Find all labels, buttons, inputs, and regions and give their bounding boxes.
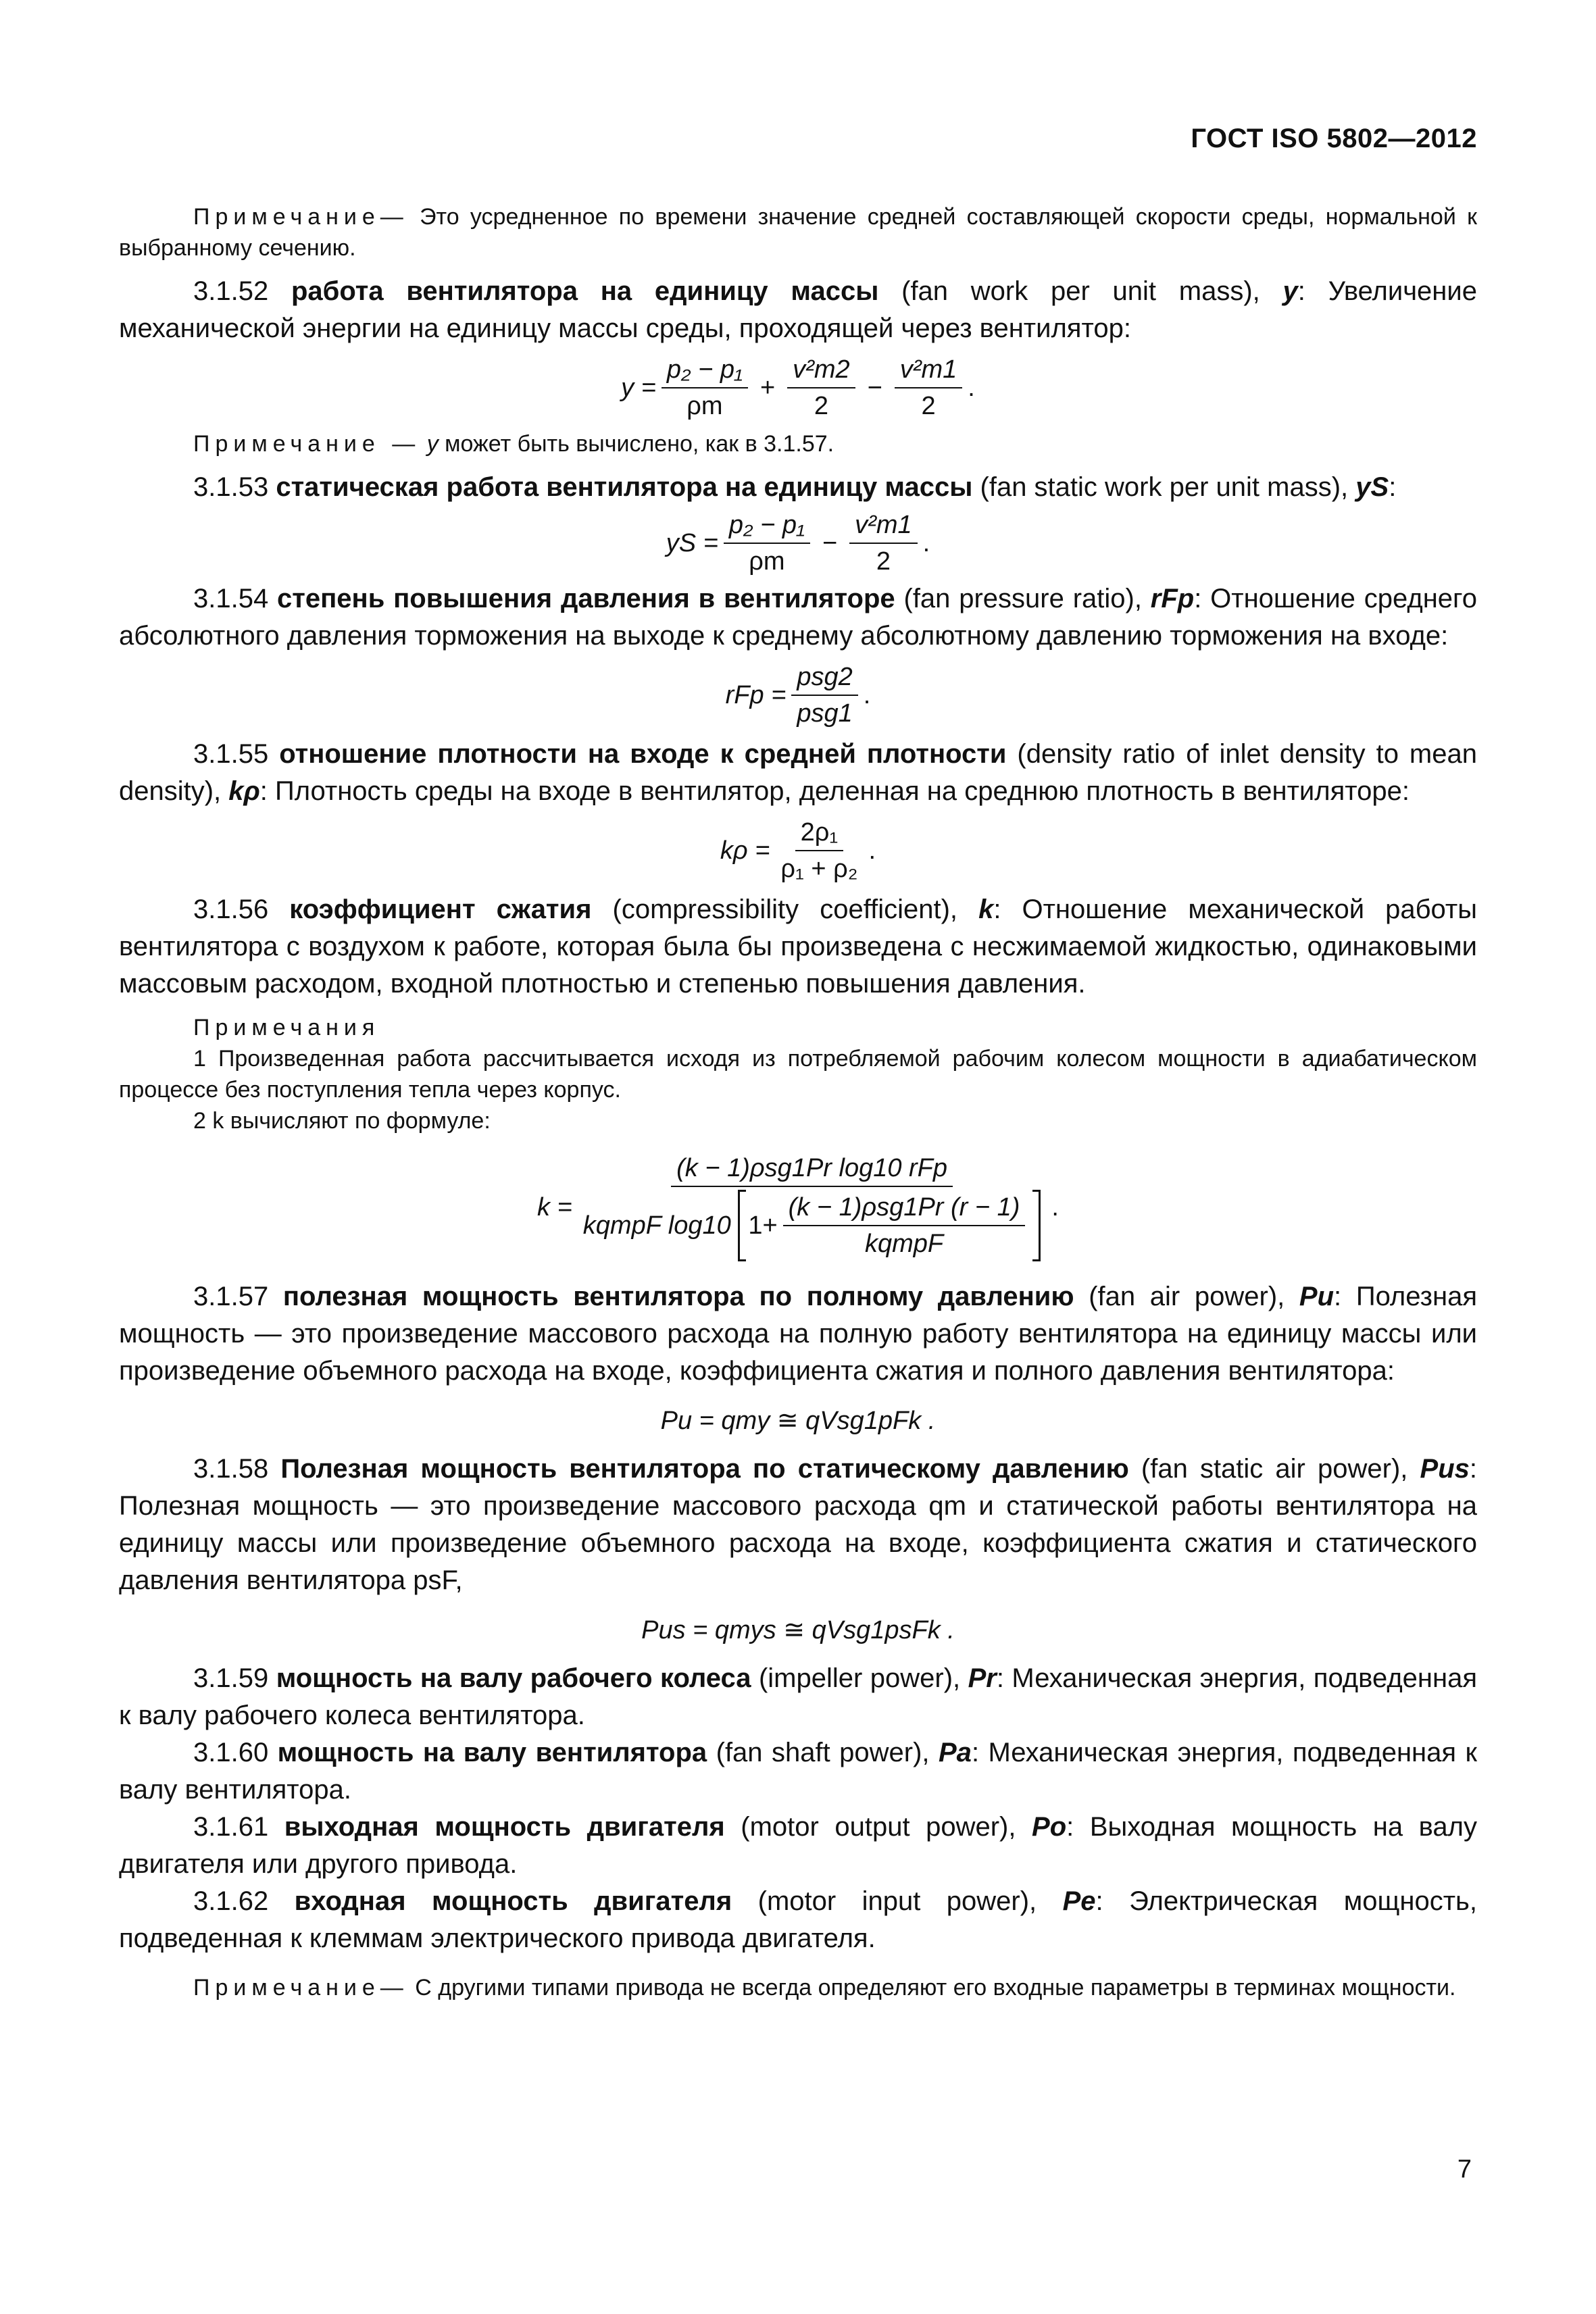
term-symbol: Po	[1032, 1812, 1067, 1842]
term-number: 3.1.54	[193, 584, 269, 613]
note-label: Примечание—	[193, 204, 409, 230]
term-definition: : Механическая энергия, подведенная к валу вентилятора.	[119, 1738, 1477, 1805]
term-number: 3.1.56	[193, 895, 269, 924]
denominator: ρm	[687, 392, 723, 420]
note-label: Примечание —	[193, 431, 421, 457]
term-number: 3.1.57	[193, 1282, 269, 1311]
term-english: (motor output power),	[741, 1812, 1016, 1842]
bracket-group	[738, 1190, 1041, 1261]
note-bottom	[119, 1972, 1477, 2003]
denominator: psg1	[797, 699, 853, 728]
formula-3-1-55: kρ = $\frac{\text{2ρ₁}}{\text{ρ₁ + ρ₂}}$ .	[720, 818, 876, 883]
term-definition: : Увеличение механической энергии на единицу массы среды, проходящей через вентилятор:	[119, 276, 1477, 343]
term-number: 3.1.62	[193, 1886, 269, 1916]
denominator: 2	[921, 392, 936, 420]
fraction	[775, 818, 863, 884]
denominator-left: kqmpF log10	[582, 1211, 731, 1240]
term-title: полезная мощность вентилятора по полному давлению	[282, 1282, 1074, 1311]
term-3-1-58	[119, 1451, 1477, 1599]
term-symbol: Pu	[1299, 1282, 1335, 1311]
term-definition: : Механическая энергия, подведенная к валу рабочего колеса вентилятора.	[119, 1663, 1477, 1730]
term-3-1-62	[119, 1883, 1477, 1957]
numerator: p₂ − p₁	[724, 510, 810, 544]
term-title: работа вентилятора на единицу массы	[291, 276, 879, 306]
term-number: 3.1.58	[193, 1454, 269, 1484]
page-content	[119, 201, 1477, 2003]
term-number: 3.1.59	[193, 1663, 269, 1693]
term-title: статическая работа вентилятора на единицу массы	[276, 472, 973, 502]
formula-3-1-52: y = $\frac{\text{p₂ − p₁}}{\rho m}$ + $\frac{\text{v²m2}}{2}$ − $\frac{\text{v²m1}}{2}$ .	[621, 355, 975, 420]
inner-one: 1+	[748, 1211, 778, 1240]
term-definition: : Электрическая мощность, подведенная к клеммам электрического привода двигателя.	[119, 1886, 1477, 1953]
term-3-1-54	[119, 580, 1477, 655]
term-3-1-59	[119, 1660, 1477, 1734]
term-definition: :	[1389, 472, 1397, 502]
numerator: v²m1	[849, 510, 917, 544]
term-3-1-53	[119, 469, 1477, 506]
term-english: (fan static work per unit mass),	[980, 472, 1349, 502]
term-symbol: Pe	[1062, 1886, 1096, 1916]
formula-3-1-57: Pu = qmy ≅ qVsg1pFk .	[660, 1406, 936, 1435]
note-label: Примечание—	[193, 1975, 409, 2001]
denominator: 2	[876, 547, 891, 576]
denominator: 2	[814, 392, 828, 420]
term-english: (impeller power),	[758, 1663, 961, 1693]
term-english: (fan air power),	[1089, 1282, 1285, 1311]
term-title: Полезная мощность вентилятора по статическому давлению	[280, 1454, 1129, 1484]
notes-label: Примечания	[193, 1015, 380, 1040]
numerator: psg2	[791, 662, 857, 696]
term-number: 3.1.55	[193, 739, 269, 769]
term-title: отношение плотности на входе к средней плотности	[279, 739, 1007, 769]
term-definition: : Полезная мощность — это произведение массового расхода на полную работу вентилятора на единицу массы или произведение объемного расхода на входе, коэффициента сжатия и полного давления вентилятора:	[119, 1282, 1477, 1386]
formula-lhs: k =	[537, 1192, 572, 1222]
term-english: (fan shaft power),	[716, 1738, 930, 1767]
document-code: ГОСТ ISO 5802—2012	[1191, 124, 1477, 153]
formula-3-1-54: rFp = $\frac{\text{psg2}}{\text{psg1}}$ .	[725, 663, 871, 728]
page-number: 7	[1457, 2155, 1472, 2184]
formula-3-1-56: k = (k − 1)ρsg1Pr log10 rFp kqmpF log10 1+ $\frac{\text{(k − 1)ρsg1Pr (r − 1)}}{\text{kqmpF}}$ .	[119, 1136, 1477, 1278]
term-english: (compressibility coefficient),	[612, 895, 958, 924]
term-english: (fan pressure ratio),	[903, 584, 1142, 613]
numerator: v²m1	[895, 355, 962, 388]
term-number: 3.1.53	[193, 472, 269, 502]
term-definition: : Отношение механической работы вентилятора с воздухом к работе, которая была бы произведена с несжимаемой жидкостью, одинаковыми массовым расходом, входной плотностью и степенью повышения давления.	[119, 895, 1477, 999]
formula-3-1-58: Pus = qmys ≅ qVsg1psFk .	[641, 1615, 955, 1644]
term-3-1-56	[119, 891, 1477, 1003]
numerator: (k − 1)ρsg1Pr log10 rFp	[671, 1153, 953, 1187]
numerator: v²m2	[787, 355, 855, 388]
denominator: kqmpF	[864, 1230, 944, 1258]
denominator	[578, 1187, 1047, 1261]
notes-heading	[119, 1012, 1477, 1043]
term-title: входная мощность двигателя	[294, 1886, 732, 1916]
term-symbol: Pa	[939, 1738, 972, 1767]
term-definition: : Плотность среды на входе в вентилятор, деленная на среднюю плотность в вентиляторе:	[259, 776, 1410, 806]
term-number: 3.1.52	[193, 276, 269, 306]
term-english: (motor input power),	[757, 1886, 1037, 1916]
note-3-1-52	[119, 428, 1477, 459]
formula-lhs: rFp =	[725, 680, 787, 709]
numerator: 2ρ₁	[795, 818, 844, 851]
denominator: ρm	[749, 547, 785, 576]
term-number: 3.1.61	[193, 1812, 269, 1842]
formula-lhs: kρ =	[720, 836, 770, 865]
term-definition: : Выходная мощность на валу двигателя или другого привода.	[119, 1812, 1478, 1879]
term-symbol: rFp	[1150, 584, 1195, 613]
term-3-1-61	[119, 1809, 1477, 1883]
term-symbol: kρ	[228, 776, 260, 806]
fraction	[578, 1153, 1047, 1261]
term-symbol: y	[1282, 276, 1298, 306]
note-text: С другими типами привода не всегда определяют его входные параметры в терминах мощности.	[415, 1975, 1456, 2001]
note-top	[119, 201, 1477, 263]
fraction	[724, 510, 810, 576]
fraction	[662, 355, 748, 421]
note-item-2: 2 k вычисляют по формуле:	[193, 1108, 491, 1134]
term-number: 3.1.60	[193, 1738, 269, 1767]
note-text: Это усредненное по времени значение средней составляющей скорости среды, нормальной к выбранному сечению.	[119, 204, 1478, 261]
fraction	[895, 355, 962, 421]
term-3-1-60	[119, 1734, 1477, 1809]
term-title: мощность на валу вентилятора	[277, 1738, 707, 1767]
term-title: коэффициент сжатия	[289, 895, 592, 924]
term-symbol: k	[978, 895, 994, 924]
term-3-1-57	[119, 1278, 1477, 1390]
document-page	[119, 0, 1477, 2314]
term-title: мощность на валу рабочего колеса	[276, 1663, 751, 1693]
fraction	[791, 662, 857, 728]
formula-3-1-53: yS = $\frac{\text{p₂ − p₁}}{\rho m}$ − $\frac{\text{v²m1}}{2}$ .	[666, 511, 930, 576]
term-english: (density ratio of inlet density to mean density),	[119, 739, 1477, 806]
term-3-1-55	[119, 736, 1477, 810]
note-text: может быть вычислено, как в 3.1.57.	[445, 431, 834, 457]
term-definition: : Отношение среднего абсолютного давления торможения на выходе к среднему абсолютному давлению торможения на входе:	[119, 584, 1477, 651]
fraction	[849, 510, 917, 576]
formula-lhs: yS =	[666, 528, 718, 557]
note-item-1: 1 Произведенная работа рассчитывается исходя из потребляемой рабочим колесом мощности в адиабатическом процессе без поступления тепла через корпус.	[119, 1046, 1477, 1103]
term-symbol: Pr	[968, 1663, 997, 1693]
term-3-1-52	[119, 273, 1477, 347]
formula-lhs: y =	[621, 373, 656, 402]
numerator: p₂ − p₁	[662, 355, 748, 388]
note-symbol: y	[426, 431, 439, 457]
denominator: ρ₁ + ρ₂	[780, 855, 858, 883]
term-english: (fan work per unit mass),	[901, 276, 1260, 306]
term-title: степень повышения давления в вентиляторе	[277, 584, 895, 613]
fraction	[787, 355, 855, 421]
term-english: (fan static air power),	[1141, 1454, 1408, 1484]
term-title: выходная мощность двигателя	[284, 1812, 725, 1842]
term-symbol: yS	[1355, 472, 1389, 502]
term-symbol: Pus	[1420, 1454, 1470, 1484]
term-definition: : Полезная мощность — это произведение массового расхода qm и статической работы вентилятора на единицу массы или произведение объемного расхода на входе, коэффициента сжатия и статического давления вентилятора psF,	[119, 1454, 1478, 1595]
numerator: (k − 1)ρsg1Pr (r − 1)	[783, 1192, 1026, 1226]
inner-fraction	[783, 1192, 1026, 1259]
